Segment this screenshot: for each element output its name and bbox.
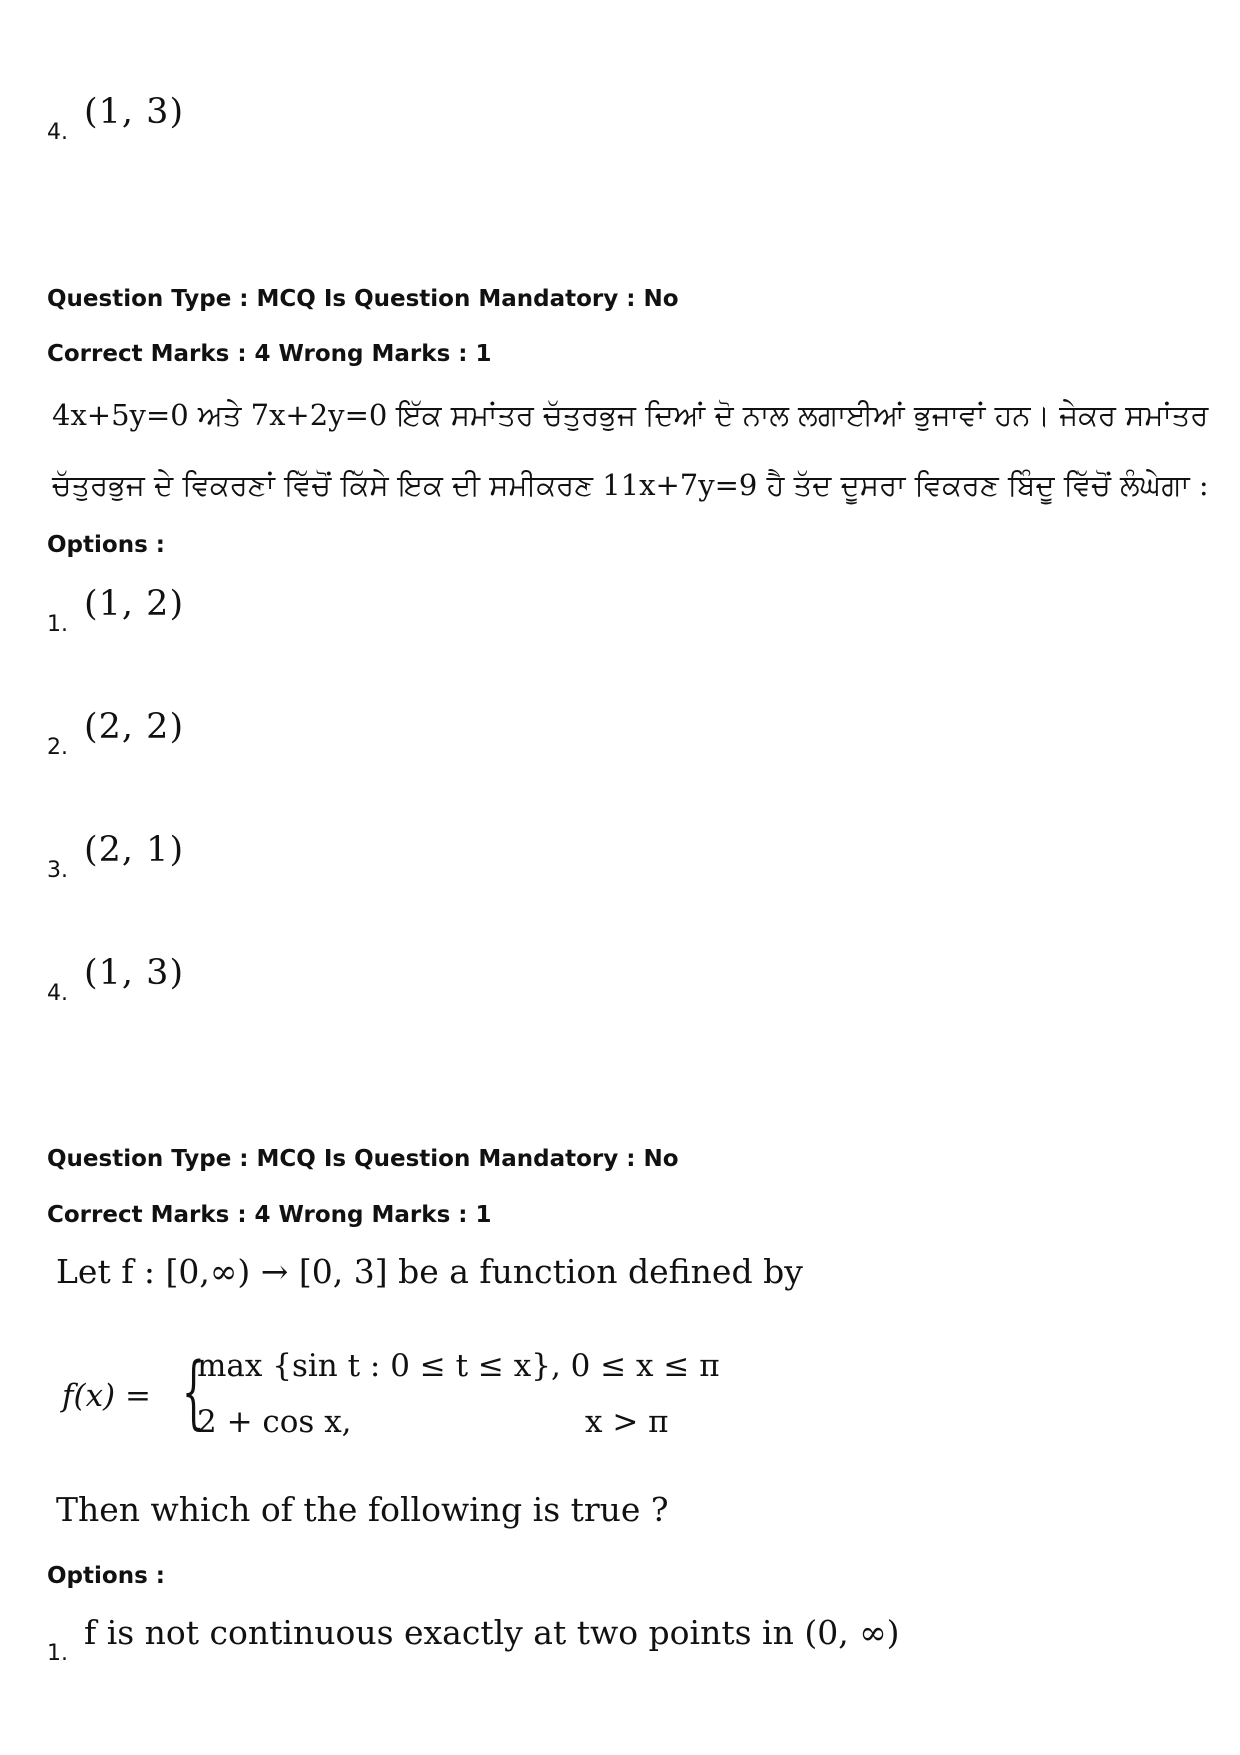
option-value[interactable]: (2, 1): [84, 830, 185, 870]
brace-icon: {: [182, 1345, 205, 1438]
marks-line: Correct Marks : 4 Wrong Marks : 1: [47, 341, 492, 367]
question-type-line: Question Type : MCQ Is Question Mandatory : No: [47, 1146, 679, 1172]
case-1-expression: max {sin t : 0 ≤ t ≤ x}, 0 ≤ x ≤ π: [197, 1348, 720, 1384]
options-label: Options :: [47, 532, 165, 558]
option-number: 1.: [47, 612, 68, 637]
marks-line: Correct Marks : 4 Wrong Marks : 1: [47, 1202, 492, 1228]
option-value[interactable]: f is not continuous exactly at two points in (0, ∞): [84, 1613, 900, 1652]
option-value[interactable]: (2, 2): [84, 707, 185, 747]
question-intro: Let f : [0,∞) → [0, 3] be a function defined by: [56, 1252, 803, 1291]
options-label: Options :: [47, 1563, 165, 1589]
question-type-line: Question Type : MCQ Is Question Mandatory : No: [47, 286, 679, 312]
case-2-condition: x > π: [585, 1404, 669, 1440]
option-number: 1.: [47, 1641, 68, 1666]
option-number: 3.: [47, 858, 68, 883]
case-2-expression: 2 + cos x,: [197, 1404, 352, 1440]
option-value: (1, 3): [84, 92, 185, 132]
function-label: f(x) =: [62, 1378, 151, 1414]
option-value[interactable]: (1, 3): [84, 953, 185, 993]
option-number: 4.: [47, 981, 68, 1006]
option-number: 2.: [47, 735, 68, 760]
question-text-line-1: 4x+5y=0 ਅਤੇ 7x+2y=0 ਇੱਕ ਸਮਾਂਤਰ ਚੱਤੁਰਭੁਜ ਦਿਆਂ ਦੋ ਨਾਲ ਲਗਾਈਆਂ ਭੁਜਾਵਾਂ ਹਨ। ਜੇਕਰ ਸਮਾਂਤਰ: [52, 398, 1209, 432]
question-text-line-2: ਚੱਤੁਰਭੁਜ ਦੇ ਵਿਕਰਣਾਂ ਵਿੱਚੋਂ ਕਿੱਸੇ ਇਕ ਦੀ ਸਮੀਕਰਣ 11x+7y=9 ਹੈ ਤੱਦ ਦੂਸਰਾ ਵਿਕਰਣ ਬਿੰਦੂ ਵਿੱਚੋਂ ਲੰਘੇਗਾ :: [52, 468, 1209, 502]
question-text: Then which of the following is true ?: [56, 1490, 669, 1529]
option-number: 4.: [47, 120, 68, 145]
option-value[interactable]: (1, 2): [84, 584, 185, 624]
